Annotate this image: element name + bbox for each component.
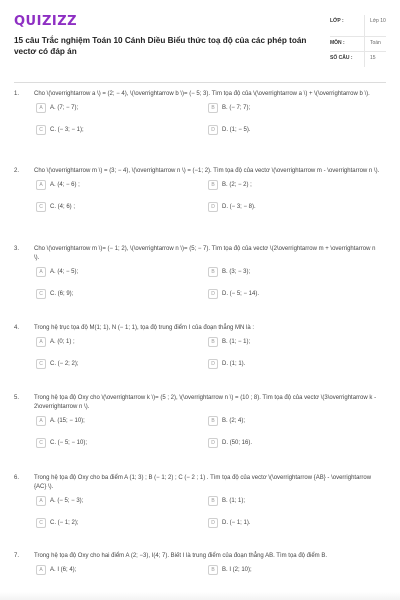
option-b[interactable] [208,267,250,277]
question-number: 3. [14,246,20,252]
option-b[interactable] [208,180,252,190]
question-number: 5. [14,395,20,401]
option-a[interactable] [36,416,85,426]
info-label: SỐ CÂU : [330,55,353,61]
question-block [14,90,386,141]
options [36,176,386,218]
question-block [14,474,386,534]
info-label: LỚP : [330,18,344,24]
option-letter-badge: B [208,496,218,506]
quizizz-logo: QUIZIZZ [14,14,78,29]
question-text: Cho \(\overrightarrow m \) = (3; − 4), \(\overrightarrow n \) = (−1; 2). Tìm tọa độ của vectơ \(\overrightarrow m - \overrightarrow n \). [34,168,380,174]
option-text: D. (− 3; − 8). [222,204,256,210]
option-text: B. (2; − 2) ; [222,182,252,188]
info-value: 15 [364,52,386,67]
option-letter-badge: C [36,289,46,299]
option-letter-badge: A [36,180,46,190]
option-letter-badge: B [208,337,218,347]
question-number: 6. [14,475,20,481]
info-row-class [330,15,386,37]
option-c[interactable] [36,202,75,212]
question [14,167,386,176]
option-text: D. (1; − 5). [222,127,251,133]
info-label: MÔN : [330,40,345,46]
option-text: D. (50; 16). [222,440,253,446]
question-text: Cho \(\overrightarrow m \)= (− 1; 2), \(\overrightarrow n \)= (5; − 7). Tìm tọa độ của vectơ \(2\overrightarrow m + \overrightarrow n \). [34,246,376,261]
option-d[interactable] [208,289,259,299]
question-text: Trong hệ tọa độ Oxy cho hai điểm A (2; −3), I(4; 7). Biết I là trung điểm của đoạn thẳng AB. Tìm tọa độ điểm B. [34,553,327,559]
question-block [14,324,386,375]
option-letter-badge: A [36,496,46,506]
option-text: B. (2; 4); [222,418,246,424]
option-letter-badge: A [36,565,46,575]
option-text: C. (− 2; 2); [50,361,79,367]
option-d[interactable] [208,359,245,369]
option-letter-badge: C [36,359,46,369]
option-letter-badge: B [208,565,218,575]
option-letter-badge: C [36,518,46,528]
option-c[interactable] [36,518,79,528]
question-text: Trong hệ tọa độ Oxy cho ba điểm A (1; 3) ; B (− 1; 2) ; C (− 2 ; 1) . Tìm tọa độ của vectơ \(\overrightarrow {AB} - \overrightarrow {AC} \). [34,475,372,490]
option-text: C. (− 1; 2); [50,520,79,526]
option-text: D. (1; 1). [222,361,246,367]
option-letter-badge: C [36,202,46,212]
option-text: A. (7; − 7); [50,105,79,111]
option-text: B. (− 7; 7); [222,105,251,111]
info-value: Lớp 10 [364,15,386,36]
info-value: Toán [364,37,386,51]
options [36,412,386,454]
option-d[interactable] [208,518,251,528]
header-left [14,14,324,80]
question-block [14,167,386,218]
question-text: Cho \(\overrightarrow a \) = (2; − 4), \(\overrightarrow b \)= (− 5; 3). Tìm tọa độ của \(\overrightarrow a \) + \(\overrightarrow b \). [34,91,370,97]
option-letter-badge: D [208,438,218,448]
option-text: C. (6; 9); [50,291,74,297]
option-c[interactable] [36,289,73,299]
option-b[interactable] [208,103,250,113]
option-c[interactable] [36,359,79,369]
question [14,245,386,263]
option-letter-badge: D [208,125,218,135]
option-a[interactable] [36,103,78,113]
option-d[interactable] [208,125,251,135]
options [36,333,386,375]
option-letter-badge: D [208,202,218,212]
option-text: C. (4; 6) ; [50,204,76,210]
question-block [14,394,386,454]
option-b[interactable] [208,337,250,347]
option-text: C. (− 5; − 10); [50,440,88,446]
info-row-count [330,52,386,67]
option-letter-badge: D [208,359,218,369]
option-c[interactable] [36,125,84,135]
option-text: A. (− 5; − 3); [50,498,84,504]
page-bottom-edge [0,592,400,600]
info-row-subject [330,37,386,52]
question-number: 1. [14,91,20,97]
option-text: D. (− 1; 1). [222,520,251,526]
option-letter-badge: C [36,125,46,135]
option-letter-badge: C [36,438,46,448]
option-a[interactable] [36,496,83,506]
question-number: 4. [14,325,20,331]
header-divider [14,82,386,83]
question [14,474,386,492]
option-letter-badge: A [36,337,46,347]
question [14,90,386,99]
option-letter-badge: B [208,180,218,190]
option-a[interactable] [36,180,80,190]
option-a[interactable] [36,565,76,575]
option-text: B. I (2; 10); [222,567,252,573]
option-b[interactable] [208,496,245,506]
option-text: A. (4; − 6) ; [50,182,80,188]
option-text: C. (− 3; − 1); [50,127,84,133]
question [14,552,386,561]
option-text: A. I (6; 4); [50,567,77,573]
question [14,324,386,333]
question-number: 2. [14,168,20,174]
option-letter-badge: D [208,289,218,299]
option-letter-badge: B [208,267,218,277]
question-block [14,245,386,305]
options [36,492,386,534]
option-text: B. (3; − 3); [222,269,251,275]
option-text: B. (1; 1); [222,498,246,504]
question [14,394,386,412]
options [36,263,386,305]
option-letter-badge: B [208,416,218,426]
option-text: A. (4; − 5); [50,269,79,275]
option-letter-badge: A [36,267,46,277]
option-text: A. (0; 1) ; [50,339,75,345]
option-d[interactable] [208,438,252,448]
option-letter-badge: A [36,103,46,113]
header [14,14,386,80]
option-a[interactable] [36,337,75,347]
option-d[interactable] [208,202,256,212]
option-letter-badge: A [36,416,46,426]
page-title: 15 câu Trắc nghiệm Toán 10 Cánh Diều Biểu thức toạ độ của các phép toán vectơ có đáp án [14,36,307,56]
option-letter-badge: D [208,518,218,528]
option-b[interactable] [208,565,252,575]
question-text: Trong hệ trục tọa độ M(1; 1), N (− 1; 1), tọa độ trung điểm I của đoạn thẳng MN là : [34,325,255,331]
question-text: Trong hệ tọa độ Oxy cho \(\overrightarrow k \)= (5 ; 2), \(\overrightarrow n \) = (10 ; 8). Tìm tọa độ của vectơ \(3\overrightarrow k - 2\overrightarrow n \). [34,395,377,410]
info-panel [330,15,386,80]
option-b[interactable] [208,416,245,426]
options [36,99,386,141]
option-c[interactable] [36,438,87,448]
question-number: 7. [14,553,20,559]
option-letter-badge: B [208,103,218,113]
option-text: A. (15; − 10); [50,418,85,424]
option-text: B. (1; − 1); [222,339,251,345]
option-a[interactable] [36,267,78,277]
option-text: D. (− 5; − 14). [222,291,260,297]
